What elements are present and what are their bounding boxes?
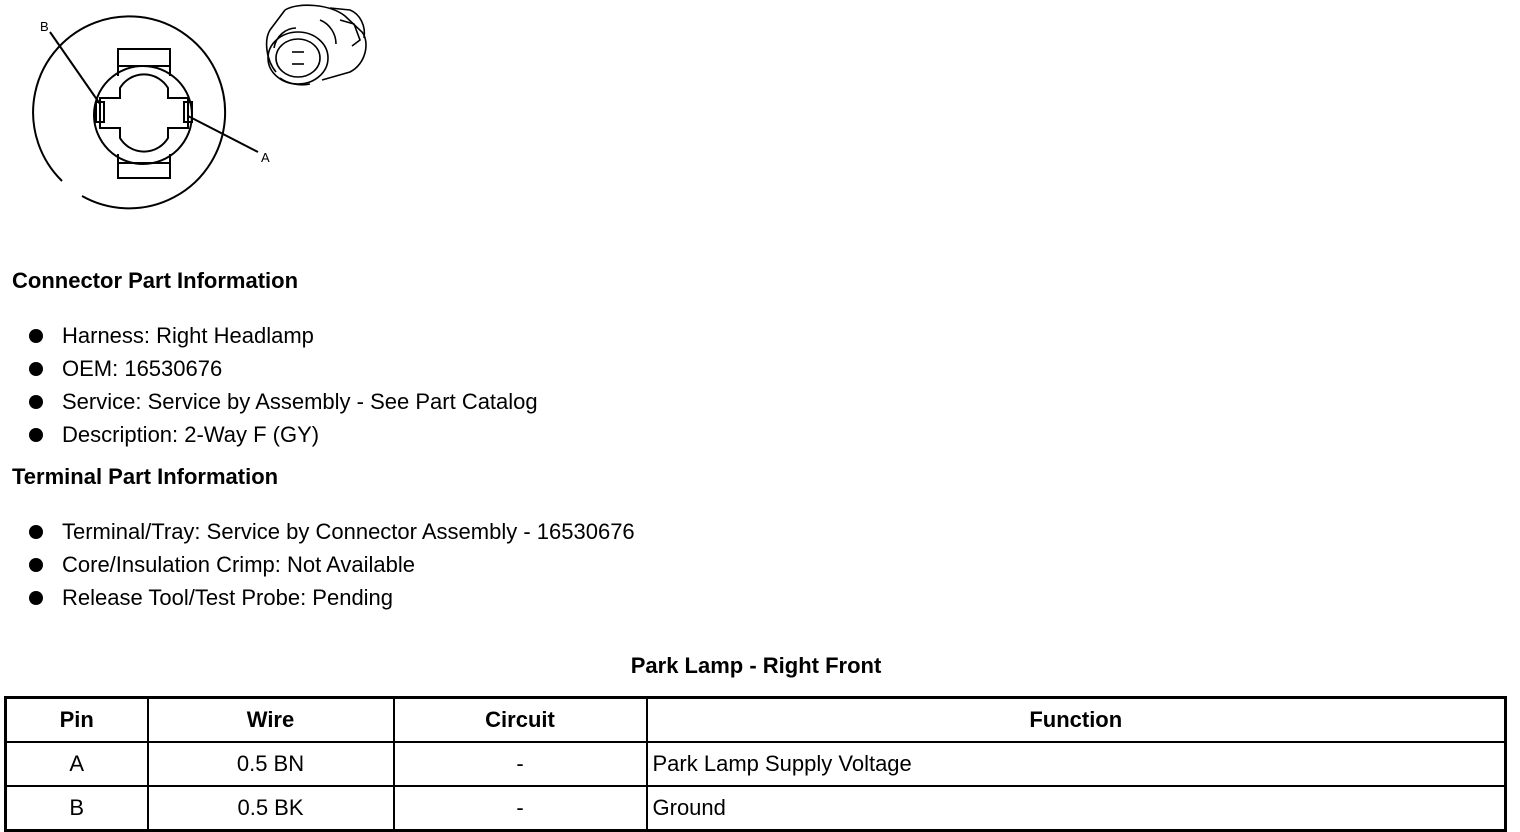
list-item: OEM: 16530676 — [28, 352, 538, 385]
header-function: Function — [647, 698, 1506, 743]
table-header-row — [6, 698, 1506, 743]
connector-outer-ring — [33, 16, 225, 208]
terminal-cavity — [100, 74, 188, 151]
cell-pin: A — [6, 742, 148, 786]
connector-diagram — [30, 0, 400, 230]
list-item: Core/Insulation Crimp: Not Available — [28, 548, 635, 581]
table-row — [6, 742, 1506, 786]
connector-inner-ring — [94, 66, 192, 164]
terminal-info-title: Terminal Part Information — [12, 464, 279, 489]
cell-circuit: - — [394, 742, 647, 786]
table-title: Park Lamp - Right Front — [630, 653, 882, 678]
header-circuit: Circuit — [394, 698, 647, 743]
list-item: Harness: Right Headlamp — [28, 319, 538, 352]
header-pin: Pin — [6, 698, 148, 743]
cell-function: Ground — [647, 786, 1506, 831]
header-wire: Wire — [148, 698, 394, 743]
list-item: Description: 2-Way F (GY) — [28, 418, 538, 451]
connector-info-list — [28, 319, 538, 451]
cell-wire: 0.5 BN — [148, 742, 394, 786]
terminal-info-list — [28, 515, 635, 614]
list-item: Terminal/Tray: Service by Connector Assembly - 16530676 — [28, 515, 635, 548]
connector-3d-illustration — [267, 5, 366, 85]
cell-pin: B — [6, 786, 148, 831]
pin-b-label: B — [40, 19, 49, 34]
cell-function: Park Lamp Supply Voltage — [647, 742, 1506, 786]
pin-table — [4, 696, 1507, 832]
cell-circuit: - — [394, 786, 647, 831]
table-row — [6, 786, 1506, 831]
cell-wire: 0.5 BK — [148, 786, 394, 831]
list-item: Release Tool/Test Probe: Pending — [28, 581, 635, 614]
list-item: Service: Service by Assembly - See Part Catalog — [28, 385, 538, 418]
connector-info-title: Connector Part Information — [12, 268, 299, 293]
pin-a-label: A — [261, 150, 270, 165]
